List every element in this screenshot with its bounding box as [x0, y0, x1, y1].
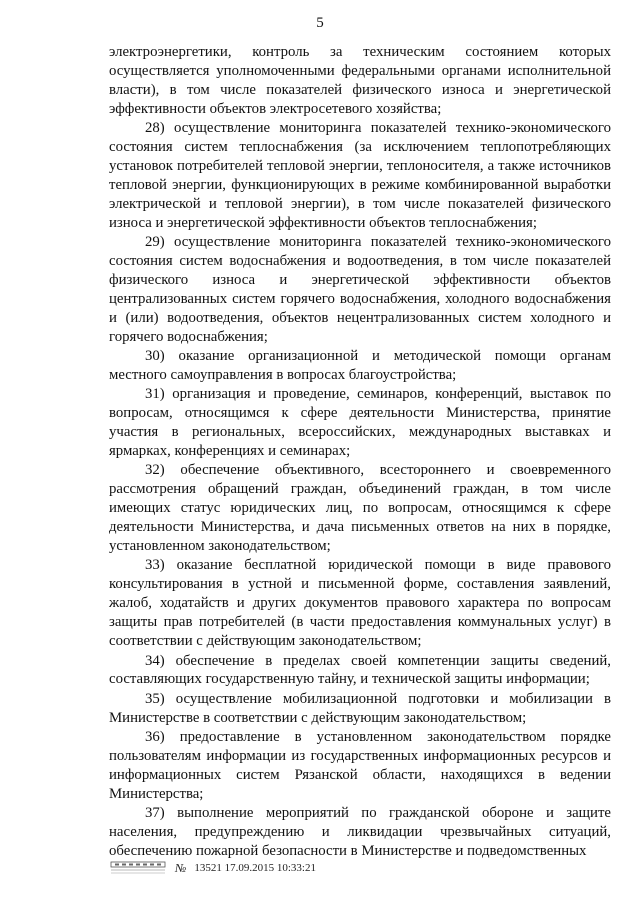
list-item [109, 804, 611, 861]
list-item-number: 35) [145, 690, 165, 707]
list-item-text: осуществление мониторинга показателей технико-экономического состояния систем теплоснабжения (за исключением теплопотребляющих установок потребителей тепловой энергии, теплоносителя, а также источников тепловой энергии, функционирующих в режиме комбинированной выработки электрической и тепловой энергии), в том числе показателей физического износа и энергетической эффективности объектов теплоснабжения; [109, 120, 611, 231]
list-item [109, 728, 611, 804]
list-item-text: осуществление мобилизационной подготовки и мобилизации в Министерстве в соответствии с действующим законодательством; [109, 690, 611, 726]
list-item-text: обеспечение в пределах своей компетенции защиты сведений, составляющих государственную тайну, и технической защиты информации; [109, 652, 611, 688]
registration-stamp: 13521 17.09.2015 10:33:21 [194, 862, 316, 874]
list-item-text: организация и проведение, семинаров, конференций, выставок по вопросам, относящимся к сфере деятельности Министерства, принятие участия в региональных, всероссийских, международных выставках и ярмарках, конференциях и семинарах; [109, 386, 612, 460]
list-item-text: осуществление мониторинга показателей технико-экономического состояния систем водоснабжения и водоотведения, в том числе показателей физического износа и энергетической эффективности объектов централизованных систем горячего водоснабжения, холодного водоснабжения и (или) водоотведения, объектов нецентрализованных систем холодного и горячего водоснабжения; [109, 234, 611, 345]
list-item-text: электроэнергетики, контроль за техническим состоянием которых осуществляется уполномоченными федеральными органами исполнительной власти), в том числе показателей физического износа и энергетической эффективности объектов электросетевого хозяйства; [109, 44, 611, 117]
page-number: 5 [316, 15, 324, 31]
number-sign: № [175, 860, 187, 875]
list-item-number: 32) [145, 462, 165, 479]
government-seal-icon [109, 859, 167, 877]
list-item-number: 31) [145, 386, 165, 403]
list-item-number: 29) [145, 234, 165, 251]
list-item [109, 690, 611, 728]
list-item [109, 347, 611, 385]
list-item-text: предоставление в установленном законодательством порядке пользователям информации из государственных информационных ресурсов и информационных систем Рязанской области, находящихся в ведении Министерства; [109, 729, 611, 802]
document-body [109, 43, 611, 861]
list-item [109, 652, 611, 690]
document-footer [109, 858, 316, 878]
list-item [109, 385, 611, 461]
list-item-number: 36) [145, 729, 165, 746]
continued-paragraph [109, 43, 611, 119]
list-item-text: выполнение мероприятий по гражданской обороне и защите населения, предупреждению и ликвидации чрезвычайных ситуаций, обеспечению пожарной безопасности в Министерстве и подведомственных [109, 805, 612, 860]
list-item-text: оказание организационной и методической помощи органам местного самоуправления в вопросах благоустройства; [109, 348, 612, 383]
list-item [109, 233, 611, 346]
list-item [109, 461, 611, 556]
list-item [109, 119, 611, 232]
list-item-text: оказание бесплатной юридической помощи в виде правового консультирования в устной и письменной форме, составления заявлений, жалоб, ходатайств и других документов правового характера по вопросам защиты прав потребителей (в части предоставления коммунальных услуг) в соответствии с действующим законодательством; [109, 557, 611, 650]
list-item-number: 28) [145, 120, 165, 137]
list-item-number: 37) [145, 805, 165, 822]
list-item-number: 30) [145, 348, 165, 364]
list-item [109, 556, 611, 651]
list-item-text: обеспечение объективного, всестороннего и своевременного рассмотрения обращений граждан, объединений граждан, в том числе имеющих статус юридических лиц, по вопросам, относящимся к сфере деятельности Министерства, и дача письменных ответов на них в порядке, установленном законодательством; [109, 462, 612, 555]
list-item-number: 33) [145, 557, 165, 574]
list-item-number: 34) [145, 652, 165, 669]
